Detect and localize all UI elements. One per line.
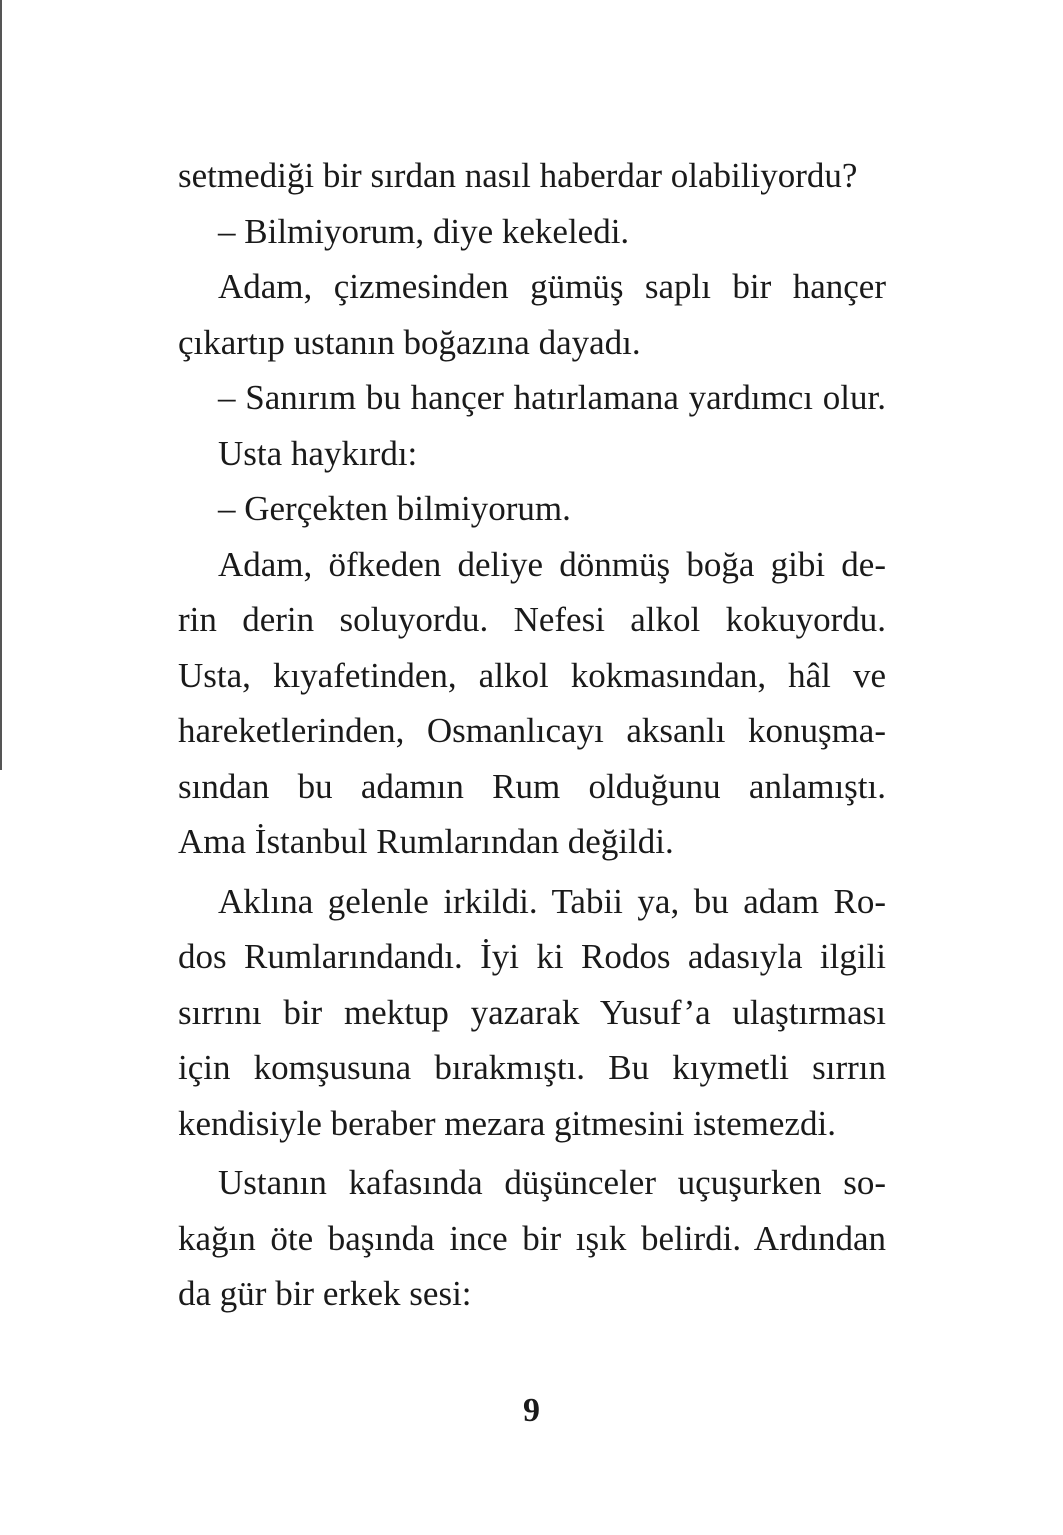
- text-line: Adam, öfkeden deliye dönmüş boğa gibi de-: [218, 544, 886, 584]
- text-line: çıkartıp ustanın boğazına dayadı.: [178, 322, 641, 362]
- text-line: için komşusuna bırakmıştı. Bu kıymetli sırrın: [178, 1048, 886, 1087]
- text-line: da gür bir erkek sesi:: [178, 1274, 472, 1313]
- text-line: Adam, çizmesinden gümüş saplı bir hançer: [218, 267, 886, 306]
- text-line: sından bu adamın Rum olduğunu anlamıştı.: [178, 766, 886, 806]
- text-line: kağın öte başında ince bir ışık belirdi. Ardından: [178, 1218, 886, 1258]
- text-line: Usta haykırdı:: [218, 433, 418, 473]
- text-line: Aklına gelenle irkildi. Tabii ya, bu adam Ro-: [218, 881, 886, 921]
- text-line: Ustanın kafasında düşünceler uçuşurken so-: [218, 1163, 886, 1202]
- page-binding-edge: [0, 0, 2, 770]
- body-text: [178, 148, 886, 1322]
- text-line: rin derin soluyordu. Nefesi alkol kokuyordu.: [178, 600, 886, 639]
- text-line: sırrını bir mektup yazarak Yusuf’a ulaştırması: [178, 992, 886, 1032]
- text-line: – Gerçekten bilmiyorum.: [218, 489, 571, 528]
- page-number: 9: [523, 1392, 540, 1429]
- text-line: hareketlerinden, Osmanlıcayı aksanlı konuşma-: [178, 711, 886, 750]
- text-line: Usta, kıyafetinden, alkol kokmasından, hâl ve: [178, 655, 886, 695]
- text-line: Ama İstanbul Rumlarından değildi.: [178, 822, 674, 861]
- text-line: setmediği bir sırdan nasıl haberdar olabiliyordu?: [178, 156, 858, 195]
- text-line: kendisiyle beraber mezara gitmesini istemezdi.: [178, 1103, 836, 1143]
- text-line: – Bilmiyorum, diye kekeledi.: [218, 211, 630, 251]
- text-line: dos Rumlarındandı. İyi ki Rodos adasıyla ilgili: [178, 937, 886, 976]
- text-line: – Sanırım bu hançer hatırlamana yardımcı olur.: [218, 378, 886, 417]
